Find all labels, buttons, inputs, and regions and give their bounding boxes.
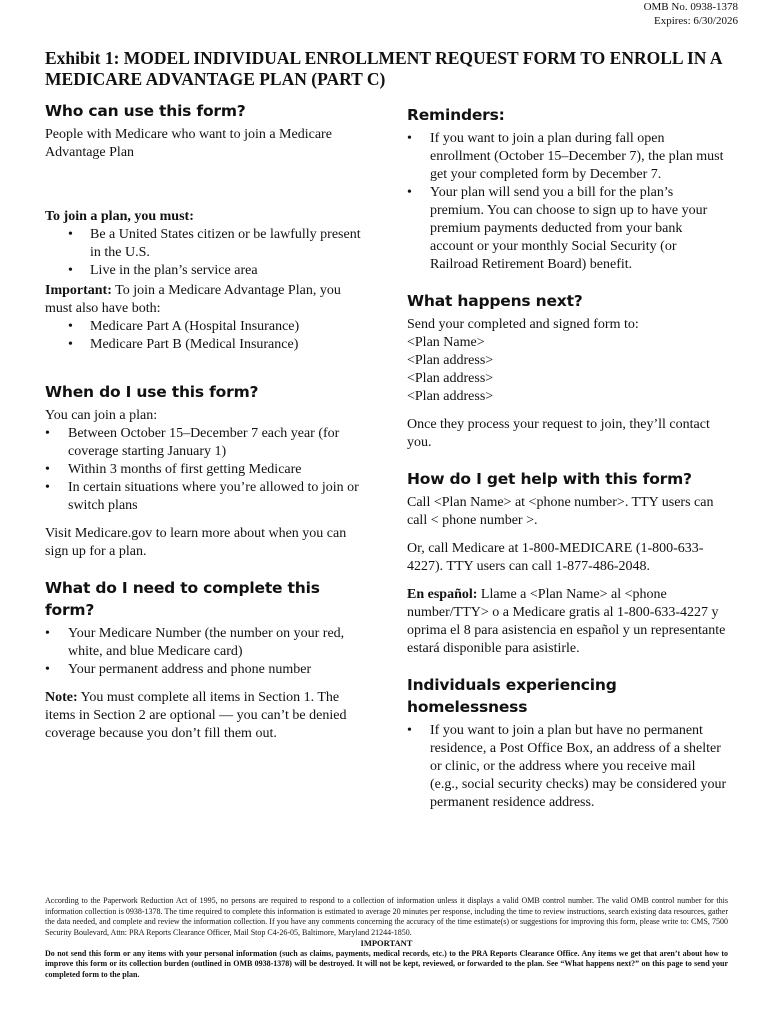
help-heading: How do I get help with this form? <box>407 470 692 488</box>
to-join-list <box>45 226 370 280</box>
list-item: • Your plan will send you a bill for the plan’s premium. You can choose to sign up to have your premium payments deducted from your bank account or your monthly Social Security (or Railroad Retirement Board) benefit. <box>407 185 708 272</box>
note-paragraph <box>45 689 370 743</box>
important-text: To join a Medicare Advantage Plan, you must also have both: <box>45 283 341 316</box>
espanol-text: Llame a <Plan Name> al <phone number/TTY> o a Medicare gratis al 1-800-633-4227 y oprima el 8 para asistencia en español y un representante estará disponible para asistirle. <box>407 587 726 656</box>
bullet-icon: • <box>45 662 50 677</box>
next-intro: Send your completed and signed form to: <box>407 317 639 332</box>
need-heading: What do I need to complete this form? <box>45 579 320 619</box>
bullet-icon: • <box>68 227 73 242</box>
list-item: • If you want to join a plan during fall open enrollment (October 15–December 7), the plan must get your completed form by December 7. <box>407 131 724 182</box>
help-call-medicare: Or, call Medicare at 1-800-MEDICARE (1-800-633-4227). TTY users can call 1-877-486-2048. <box>407 541 704 574</box>
reminders-list <box>407 130 727 274</box>
note-text: You must complete all items in Section 1. The items in Section 2 are optional — you can’t be denied coverage because you don’t fill them out. <box>45 690 347 741</box>
important-list <box>45 318 370 354</box>
homeless-heading: Individuals experiencing homelessness <box>407 676 617 716</box>
important-notice-text: Do not send this form or any items with your personal information (such as claims, payments, medical records, etc.) to the PRA Reports Clearance Office. Any items we get that aren’t about how to improve this form or its collection burden (outlined in OMB 0938-1378) will be destroyed. It will not be kept, reviewed, or forwarded to the plan. See “What happens next?” on this page to send your completed form to the plan. <box>45 948 728 979</box>
need-list <box>45 625 370 679</box>
bullet-icon: • <box>45 480 50 495</box>
help-call-plan: Call <Plan Name> at <phone number>. TTY users can call < phone number >. <box>407 495 714 528</box>
espanol-paragraph <box>407 586 727 658</box>
bullet-icon: • <box>45 626 50 641</box>
list-item: • Your permanent address and phone number <box>45 662 312 677</box>
form-title: Exhibit 1: MODEL INDIVIDUAL ENROLLMENT REQUEST FORM TO ENROLL IN A MEDICARE ADVANTAGE PLAN (PART C) <box>45 48 722 89</box>
bullet-icon: • <box>407 185 412 200</box>
omb-number: OMB No. 0938-1378 <box>643 1 738 13</box>
list-item: • Medicare Part B (Medical Insurance) <box>68 337 299 352</box>
footer <box>45 896 728 980</box>
plan-address-line: <Plan address> <box>407 353 494 368</box>
list-item: • Within 3 months of first getting Medicare <box>45 462 302 477</box>
list-item: • In certain situations where you’re allowed to join or switch plans <box>45 480 359 513</box>
plan-address-line: <Plan address> <box>407 389 494 404</box>
bullet-icon: • <box>407 131 412 146</box>
reminders-heading: Reminders: <box>407 106 505 124</box>
bullet-icon: • <box>68 337 73 352</box>
bullet-icon: • <box>407 723 412 738</box>
note-label: Note: <box>45 690 78 705</box>
who-text: People with Medicare who want to join a Medicare Advantage Plan <box>45 127 332 160</box>
next-after: Once they process your request to join, they’ll contact you. <box>407 417 710 450</box>
bullet-icon: • <box>68 263 73 278</box>
list-item: • Between October 15–December 7 each year (for coverage starting January 1) <box>45 426 340 459</box>
when-intro: You can join a plan: <box>45 408 158 423</box>
important-label: Important: <box>45 283 112 298</box>
list-item: • Be a United States citizen or be lawfully present in the U.S. <box>68 227 361 260</box>
important-notice-title: IMPORTANT <box>360 938 413 948</box>
to-join-label: To join a plan, you must: <box>45 209 194 224</box>
list-item: • If you want to join a plan but have no permanent residence, a Post Office Box, an address of a shelter or clinic, or the address where you receive mail (e.g., social security checks) may be considered your permanent residence address. <box>407 723 727 810</box>
left-column <box>45 100 370 743</box>
list-item: • Live in the plan’s service area <box>68 263 258 278</box>
list-item: • Medicare Part A (Hospital Insurance) <box>68 319 300 334</box>
omb-expiration: Expires: 6/30/2026 <box>653 15 738 27</box>
bullet-icon: • <box>45 426 50 441</box>
homeless-list <box>407 722 727 812</box>
paperwork-notice: According to the Paperwork Reduction Act of 1995, no persons are required to respond to a collection of information unless it displays a valid OMB control number. The valid OMB control number for this information collection is 0938-1378. The time required to complete this information is estimated to average 20 minutes per response, including the time to review instructions, search existing data resources, gather the data needed, and complete and review the information collection. If you have any comments concerning the accuracy of the time estimate(s) or suggestions for improving this form, please write to: CMS, 7500 Security Boulevard, Attn: PRA Reports Clearance Officer, Mail Stop C4-26-05, Baltimore, Maryland 21244-1850. <box>45 896 728 937</box>
bullet-icon: • <box>68 319 73 334</box>
when-heading: When do I use this form? <box>45 383 259 401</box>
when-list <box>45 425 370 515</box>
plan-address-line: <Plan address> <box>407 371 494 386</box>
bullet-icon: • <box>45 462 50 477</box>
important-paragraph <box>45 282 370 318</box>
visit-text: Visit Medicare.gov to learn more about when you can sign up for a plan. <box>45 526 347 559</box>
espanol-label: En español: <box>407 587 478 602</box>
list-item: • Your Medicare Number (the number on your red, white, and blue Medicare card) <box>45 626 345 659</box>
next-heading: What happens next? <box>407 292 583 310</box>
omb-block <box>644 0 738 28</box>
right-column <box>407 104 727 812</box>
who-heading: Who can use this form? <box>45 102 246 120</box>
plan-name-line: <Plan Name> <box>407 335 485 350</box>
